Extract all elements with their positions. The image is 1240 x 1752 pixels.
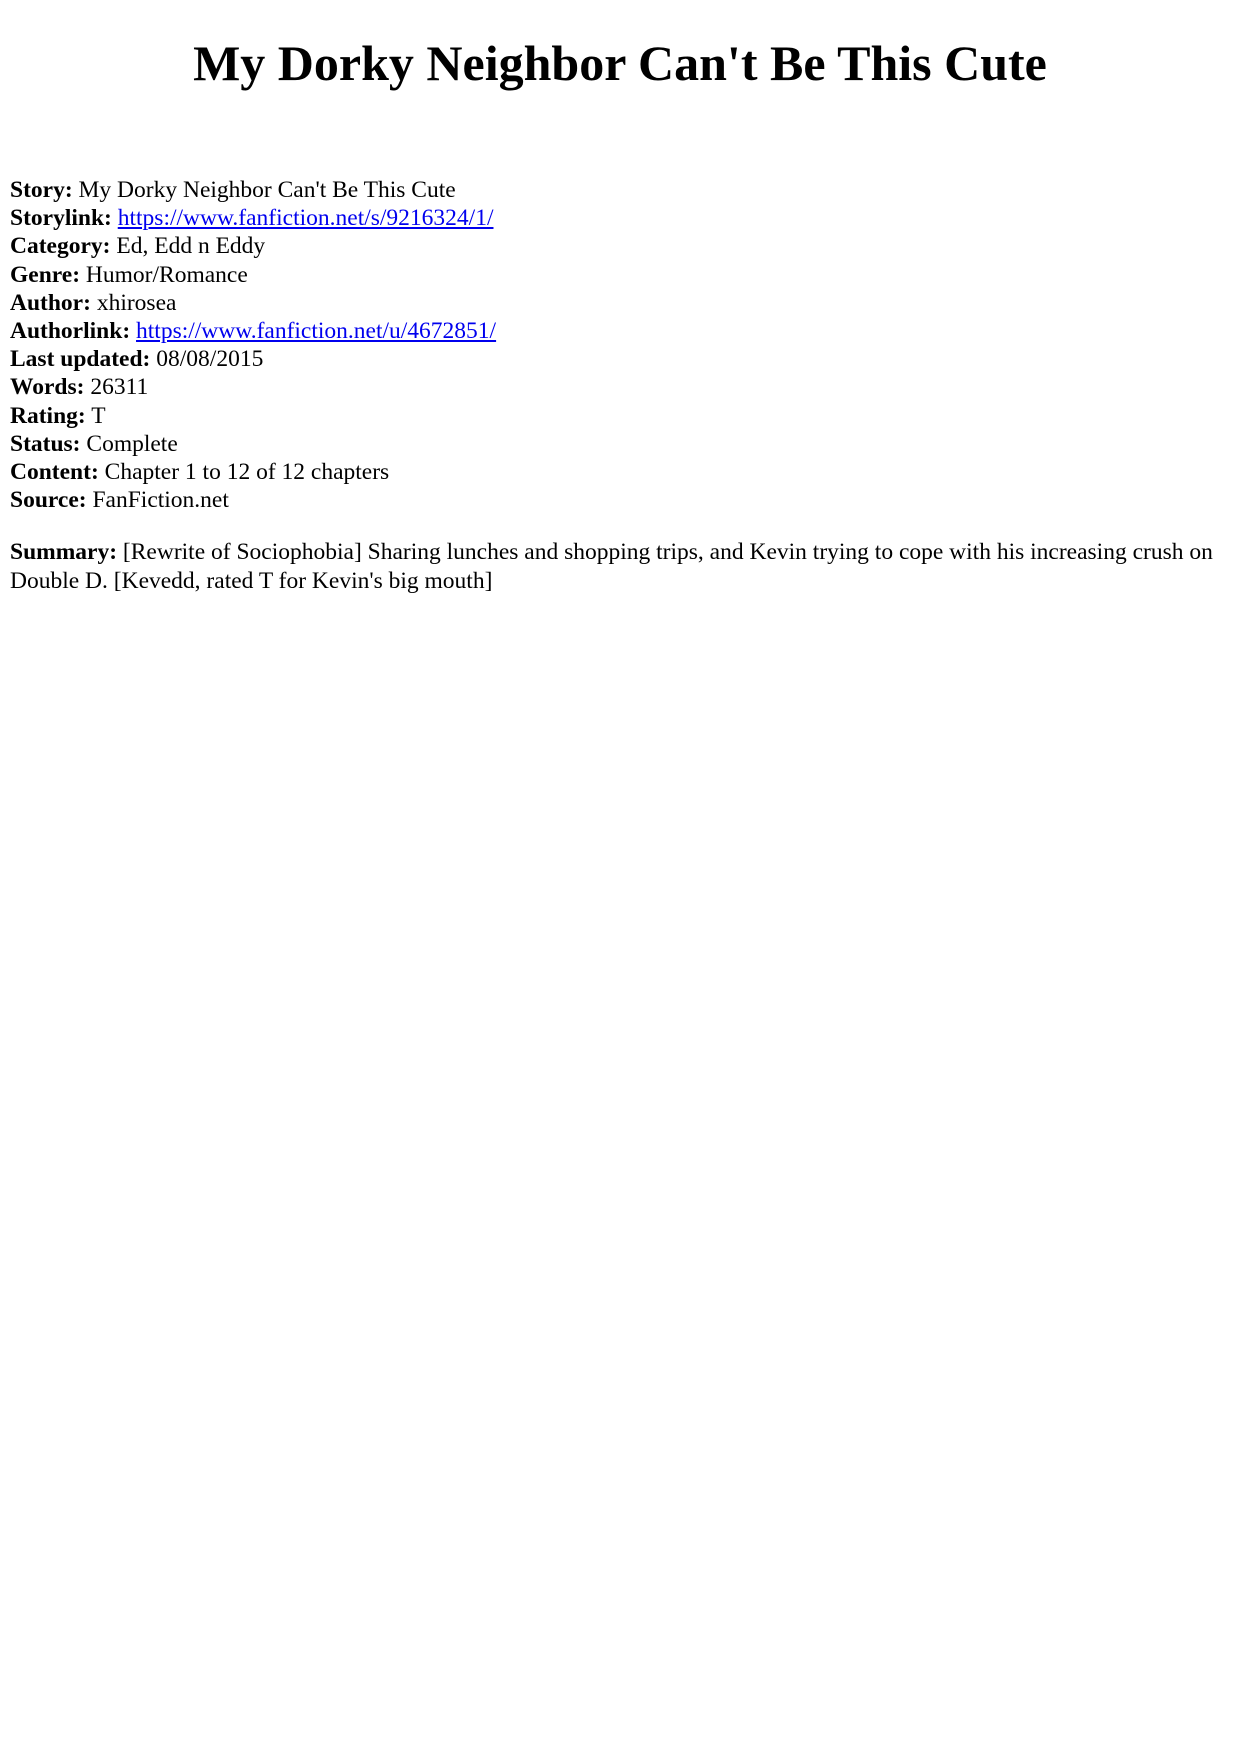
- rating-label: Rating:: [10, 402, 86, 429]
- summary-label: Summary:: [10, 539, 118, 565]
- meta-row-source: [10, 486, 1230, 514]
- rating-value: T: [91, 402, 106, 429]
- story-metadata: [10, 176, 1230, 514]
- status-label: Status:: [10, 430, 81, 457]
- meta-row-category: [10, 232, 1230, 260]
- content-label: Content:: [10, 459, 99, 486]
- meta-row-rating: [10, 402, 1230, 430]
- words-label: Words:: [10, 374, 85, 401]
- meta-row-storylink: [10, 204, 1230, 232]
- meta-row-authorlink: [10, 317, 1230, 345]
- summary-text: [Rewrite of Sociophobia] Sharing lunches and shopping trips, and Kevin trying to cope with his increasing crush on Double D. [Kevedd, rated T for Kevin's big mouth]: [10, 539, 1213, 594]
- meta-row-content: [10, 458, 1230, 486]
- meta-row-status: [10, 430, 1230, 458]
- meta-row-last-updated: [10, 345, 1230, 373]
- story-value: My Dorky Neighbor Can't Be This Cute: [78, 177, 456, 203]
- words-value: 26311: [90, 374, 149, 401]
- meta-row-author: [10, 289, 1230, 317]
- status-value: Complete: [86, 430, 178, 457]
- category-label: Category:: [10, 233, 111, 260]
- source-label: Source:: [10, 487, 87, 514]
- storylink-link[interactable]: https://www.fanfiction.net/s/9216324/1/: [117, 205, 494, 232]
- category-value: Ed, Edd n Eddy: [116, 233, 266, 260]
- author-label: Author:: [10, 289, 91, 316]
- author-value: xhirosea: [96, 289, 177, 316]
- genre-value: Humor/Romance: [85, 261, 248, 288]
- story-summary: [10, 538, 1222, 596]
- genre-label: Genre:: [10, 261, 81, 288]
- document-title: My Dorky Neighbor Can't Be This Cute: [193, 35, 1047, 91]
- last-updated-value: 08/08/2015: [156, 346, 264, 373]
- authorlink-label: Authorlink:: [10, 318, 131, 345]
- meta-row-genre: [10, 261, 1230, 289]
- authorlink-link[interactable]: https://www.fanfiction.net/u/4672851/: [136, 318, 497, 345]
- storylink-label: Storylink:: [10, 205, 112, 232]
- last-updated-label: Last updated:: [10, 346, 151, 373]
- story-label: Story:: [10, 177, 73, 203]
- source-value: FanFiction.net: [92, 487, 229, 514]
- meta-row-story: [10, 176, 1230, 204]
- content-value: Chapter 1 to 12 of 12 chapters: [104, 459, 390, 486]
- meta-row-words: [10, 373, 1230, 401]
